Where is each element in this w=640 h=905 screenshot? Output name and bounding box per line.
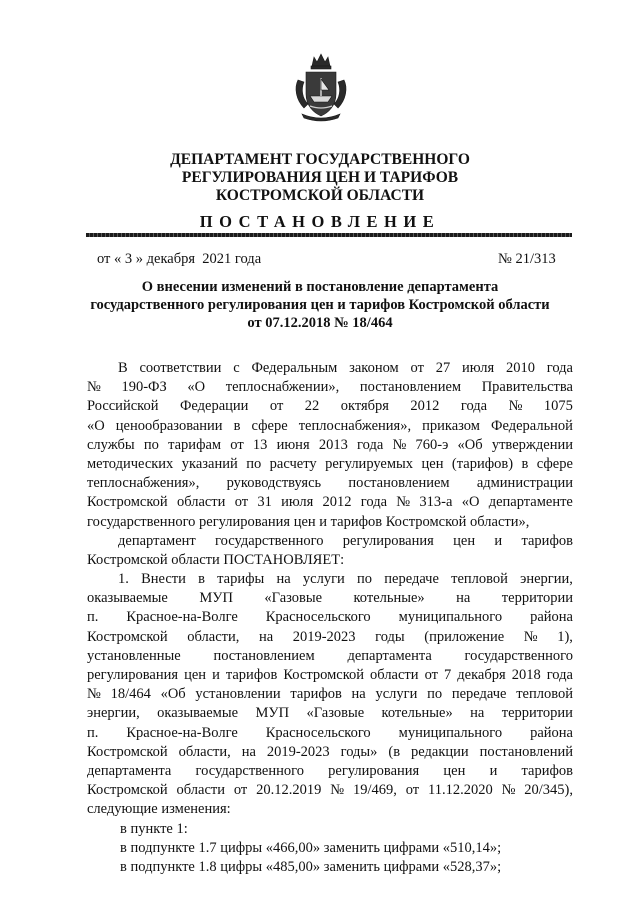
body-line: п. Красное-на-Волге Красносельского муниципального района: [87, 609, 573, 626]
body-line: № 18/464 «Об установлении тарифов на услуги по передаче тепловой: [87, 686, 573, 703]
document-title-line-2: государственного регулирования цен и тарифов Костромской области: [90, 297, 550, 313]
body-line: Костромской области, на 2019-2023 годы» (в редакции постановлений: [87, 743, 573, 760]
body-line: установленные постановлением департамента государственного: [87, 647, 573, 664]
body-line: службы по тарифам от 13 июня 2013 года № 760-э «Об утверждении: [87, 436, 573, 453]
body-line: Костромской области от 31 июля 2012 года № 313-а «О департаменте: [87, 494, 573, 511]
body-line: департамента государственного регулирования цен и тарифов: [87, 762, 573, 779]
department-name-line-3: КОСТРОМСКОЙ ОБЛАСТИ: [215, 187, 425, 204]
body-line: в пункте 1:: [120, 820, 188, 837]
body-line: в подпункте 1.8 цифры «485,00» заменить цифрами «528,37»;: [120, 858, 502, 875]
department-name-line-2: РЕГУЛИРОВАНИЯ ЦЕН И ТАРИФОВ: [181, 169, 459, 186]
department-name-line-1: ДЕПАРТАМЕНТ ГОСУДАРСТВЕННОГО: [170, 151, 470, 168]
body-line: п. Красное-на-Волге Красносельского муниципального района: [87, 724, 573, 741]
document-type-heading: ПОСТАНОВЛЕНИЕ: [199, 212, 441, 231]
document-body: [87, 359, 573, 877]
body-line: № 190-ФЗ «О теплоснабжении», постановлением Правительства: [87, 379, 573, 396]
body-line: 1. Внести в тарифы на услуги по передаче тепловой энергии,: [118, 571, 573, 588]
body-line: регулирования цен и тарифов Костромской области от 7 декабря 2018 года: [87, 667, 573, 683]
body-line: Костромской области ПОСТАНОВЛЯЕТ:: [87, 551, 345, 568]
body-line: следующие изменения:: [87, 801, 231, 818]
body-line: Костромской области от 20.12.2019 № 19/469, от 11.12.2020 № 20/345),: [87, 782, 573, 799]
body-line: энергии, оказываемые МУП «Газовые котельные» на территории: [87, 705, 573, 722]
document-title-line-3: от 07.12.2018 № 18/464: [247, 315, 393, 331]
body-line: теплоснабжения», руководствуясь постановлением администрации: [87, 475, 573, 492]
body-line: департамент государственного регулирования цен и тарифов: [118, 532, 573, 549]
body-line: оказываемые МУП «Газовые котельные» на территории: [87, 590, 573, 607]
body-line: В соответствии с Федеральным законом от 27 июля 2010 года: [118, 360, 573, 376]
body-line: государственного регулирования цен и тарифов Костромской области»,: [87, 513, 530, 530]
body-line: «О ценообразовании в сфере теплоснабжения», приказом Федеральной: [87, 417, 573, 434]
body-line: методических указаний по расчету регулируемых цен (тарифов) в сфере: [87, 455, 573, 472]
body-line: Российской Федерации от 22 октября 2012 года № 1075: [87, 398, 573, 415]
document-number: № 21/313: [498, 251, 556, 267]
body-line: Костромской области, на 2019-2023 годы (приложение № 1),: [87, 628, 573, 645]
heading-divider: [86, 233, 572, 237]
coat-of-arms-emblem: [292, 52, 350, 122]
document-date: от « 3 » декабря 2021 года: [97, 251, 262, 267]
document-title-line-1: О внесении изменений в постановление департамента: [141, 279, 499, 295]
body-line: в подпункте 1.7 цифры «466,00» заменить цифрами «510,14»;: [120, 839, 502, 856]
